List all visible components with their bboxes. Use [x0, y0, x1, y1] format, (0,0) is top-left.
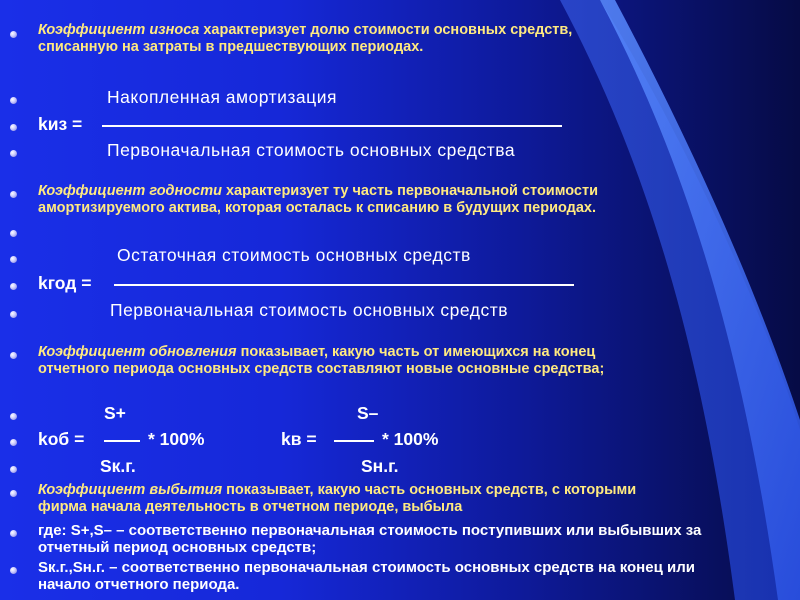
term-renewal-coefficient: Коэффициент обновления — [38, 344, 237, 360]
formula-disposal-percent: * 100% — [382, 429, 439, 449]
formula-renewal-denominator: Sк.г. — [100, 456, 136, 476]
formula-wear-denominator: Первоначальная стоимость основных средства — [107, 140, 516, 160]
term-disposal-coefficient: Коэффициент выбытия — [38, 482, 223, 498]
formula-renewal-numerator: S+ — [104, 403, 126, 423]
formula-fitness-denominator: Первоначальная стоимость основных средств — [110, 300, 509, 320]
formula-renewal-lhs: kоб = — [38, 429, 85, 449]
paragraph-renewal-coefficient-line2: отчетного периода основных средств составляют новые основные средства; — [38, 361, 605, 377]
formula-disposal-lhs: kв = — [281, 429, 317, 449]
bullet — [10, 230, 17, 237]
note-s-plus-minus: где: S+,S– – соответственно первоначальная стоимость поступивших или выбывших за — [38, 522, 702, 539]
note-s-kg-ng-line2: начало отчетного периода. — [38, 576, 240, 593]
bullet — [10, 490, 17, 497]
bullet — [10, 256, 17, 263]
bullet — [10, 191, 17, 198]
bullet — [10, 567, 17, 574]
bullet — [10, 466, 17, 473]
bullet — [10, 150, 17, 157]
formula-fitness-lhs: kгод = — [38, 273, 92, 293]
note-s-plus-minus-line2: отчетный период основных средств; — [38, 539, 317, 556]
fraction-bar — [102, 125, 562, 127]
paragraph-fitness-coefficient-line2: амортизируемого актива, которая осталась к списанию в будущих периодах. — [38, 200, 597, 216]
bullet — [10, 530, 17, 537]
formula-disposal-numerator: S– — [357, 403, 379, 423]
paragraph-renewal-coefficient: Коэффициент обновления показывает, какую часть от имеющихся на конец — [38, 344, 596, 360]
formula-wear-numerator: Накопленная амортизация — [107, 87, 337, 107]
bullet — [10, 31, 17, 38]
bullet — [10, 283, 17, 290]
term-wear-coefficient: Коэффициент износа — [38, 22, 200, 38]
formula-renewal-percent: * 100% — [148, 429, 205, 449]
paragraph-wear-coefficient-line2: списанную на затраты в предшествующих периодах. — [38, 39, 424, 55]
bullet — [10, 439, 17, 446]
bullet — [10, 311, 17, 318]
bullet — [10, 124, 17, 131]
paragraph-disposal-coefficient-line2: фирма начала деятельность в отчетном периоде, выбыла — [38, 499, 463, 515]
formula-disposal-denominator: Sн.г. — [361, 456, 399, 476]
fraction-bar — [114, 284, 574, 286]
term-fitness-coefficient: Коэффициент годности — [38, 183, 222, 199]
paragraph-wear-coefficient: Коэффициент износа характеризует долю стоимости основных средств, — [38, 22, 573, 38]
note-s-kg-ng: Sк.г.,Sн.г. – соответственно первоначальная стоимость основных средств на конец или — [38, 559, 695, 576]
paragraph-fitness-coefficient: Коэффициент годности характеризует ту часть первоначальной стоимости — [38, 183, 599, 199]
bullet — [10, 352, 17, 359]
fraction-bar — [334, 440, 374, 442]
bullet — [10, 413, 17, 420]
formula-wear-lhs: kиз = — [38, 114, 83, 134]
formula-fitness-numerator: Остаточная стоимость основных средств — [117, 245, 471, 265]
fraction-bar — [104, 440, 140, 442]
bullet — [10, 97, 17, 104]
paragraph-disposal-coefficient: Коэффициент выбытия показывает, какую часть основных средств, с которыми — [38, 482, 637, 498]
